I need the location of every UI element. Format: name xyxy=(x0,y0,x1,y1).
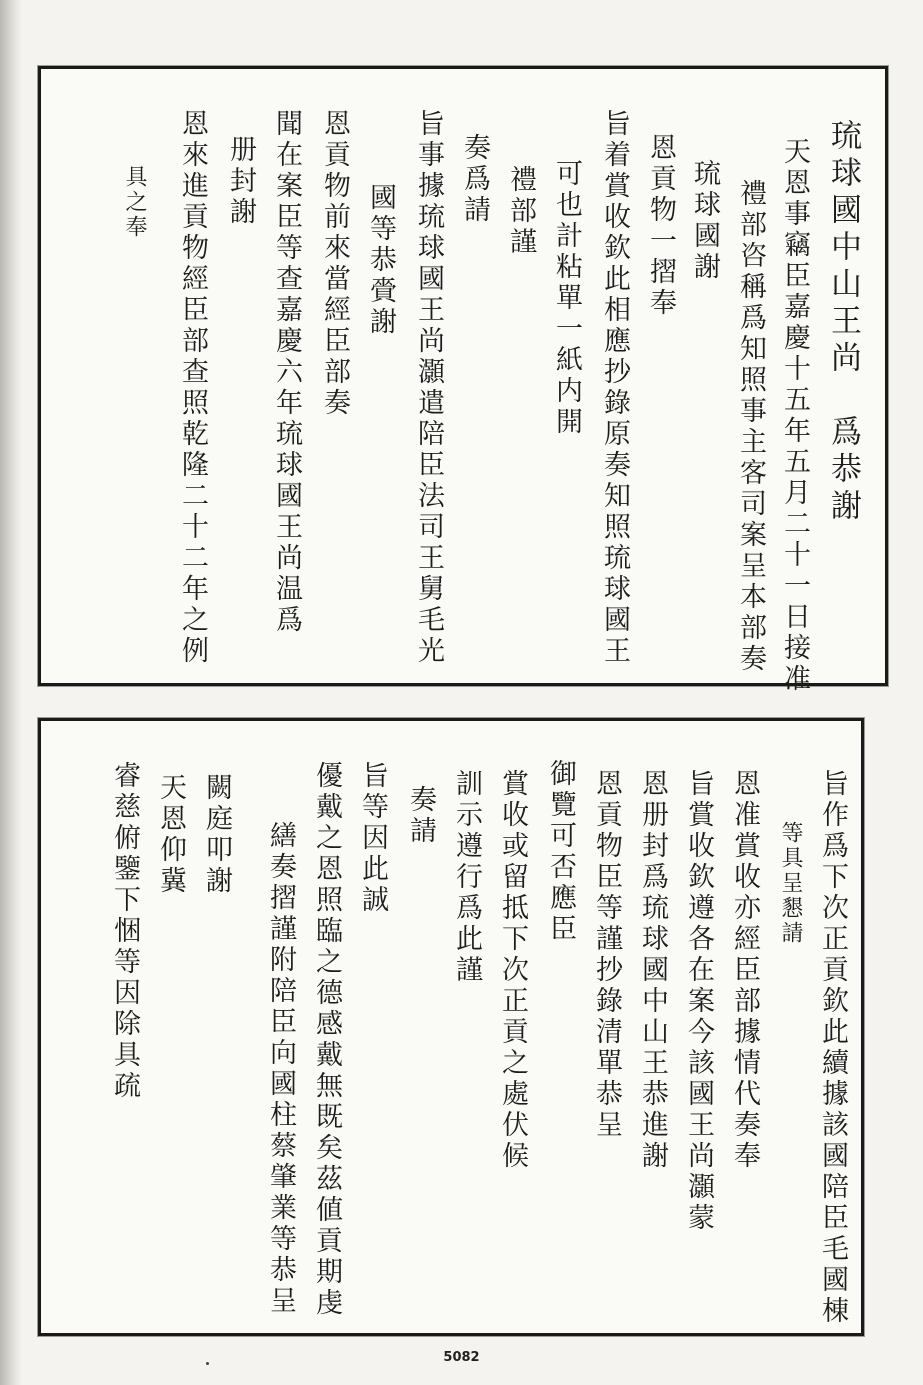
text-column: 具之奉 xyxy=(122,165,147,240)
text-column: 恩册封爲琉球國中山王恭進謝 xyxy=(637,769,668,1172)
text-column: 琉球國謝 xyxy=(689,159,720,283)
text-column: 國等恭賫謝 xyxy=(365,183,396,338)
text-column: 恩貢物一摺奉 xyxy=(645,133,676,319)
text-column: 琉球國中山王尚 爲恭謝 xyxy=(825,119,861,526)
text-column: 恩貢物前來當經臣部奏 xyxy=(319,109,350,419)
text-column: 恩來進貢物經臣部查照乾隆二十二年之例 xyxy=(177,109,208,667)
text-column: 旨作爲下次正貢欽此續據該國陪臣毛國棟 xyxy=(817,769,848,1327)
text-column: 奏爲請 xyxy=(459,133,490,226)
document-panel-top xyxy=(38,66,888,695)
text-column: 禮部咨稱爲知照事主客司案呈本部奏 xyxy=(735,179,766,675)
binding-shadow xyxy=(0,0,22,1385)
text-column: 闕庭叩謝 xyxy=(201,773,232,897)
text-column: 睿慈俯鑒下悃等因除具疏 xyxy=(109,761,140,1102)
text-column: 聞在案臣等查嘉慶六年琉球國王尚温爲 xyxy=(271,109,302,636)
text-column: 恩貢物臣等謹抄錄清單恭呈 xyxy=(591,769,622,1141)
page-number: 5082 xyxy=(443,1350,480,1365)
text-column: 天恩事竊臣嘉慶十五年五月二十一日接准 xyxy=(779,137,810,695)
text-column: 旨賞收欽遵各在案今該國王尚灝蒙 xyxy=(683,769,714,1234)
text-column: 旨着賞收欽此相應抄錄原奏知照琉球國王 xyxy=(599,109,630,667)
text-column: 訓示遵行爲此謹 xyxy=(451,769,482,986)
text-column: 優戴之恩照臨之德感戴無既矣茲値貢期虔 xyxy=(311,761,342,1319)
text-column: 旨事據琉球國王尚灝遣陪臣法司王舅毛光 xyxy=(413,109,444,667)
text-column: 等具呈懇請 xyxy=(778,821,803,946)
document-panel-bottom xyxy=(38,718,864,1336)
text-column: 御覽可否應臣 xyxy=(545,759,576,945)
text-column: 可也計粘單一紙内開 xyxy=(551,159,582,438)
text-column: 賞收或留抵下次正貢之處伏候 xyxy=(497,769,528,1172)
text-column: 天恩仰冀 xyxy=(155,773,186,897)
text-column: 禮部謹 xyxy=(505,165,536,258)
text-column: 册封謝 xyxy=(225,135,256,228)
text-column: 繕奏摺謹附陪臣向國柱蔡肇業等恭呈 xyxy=(265,821,296,1317)
text-column: 恩准賞收亦經臣部據情代奏奉 xyxy=(729,769,760,1172)
text-column: 旨等因此誠 xyxy=(357,761,388,916)
text-column: 奏請 xyxy=(405,785,436,847)
